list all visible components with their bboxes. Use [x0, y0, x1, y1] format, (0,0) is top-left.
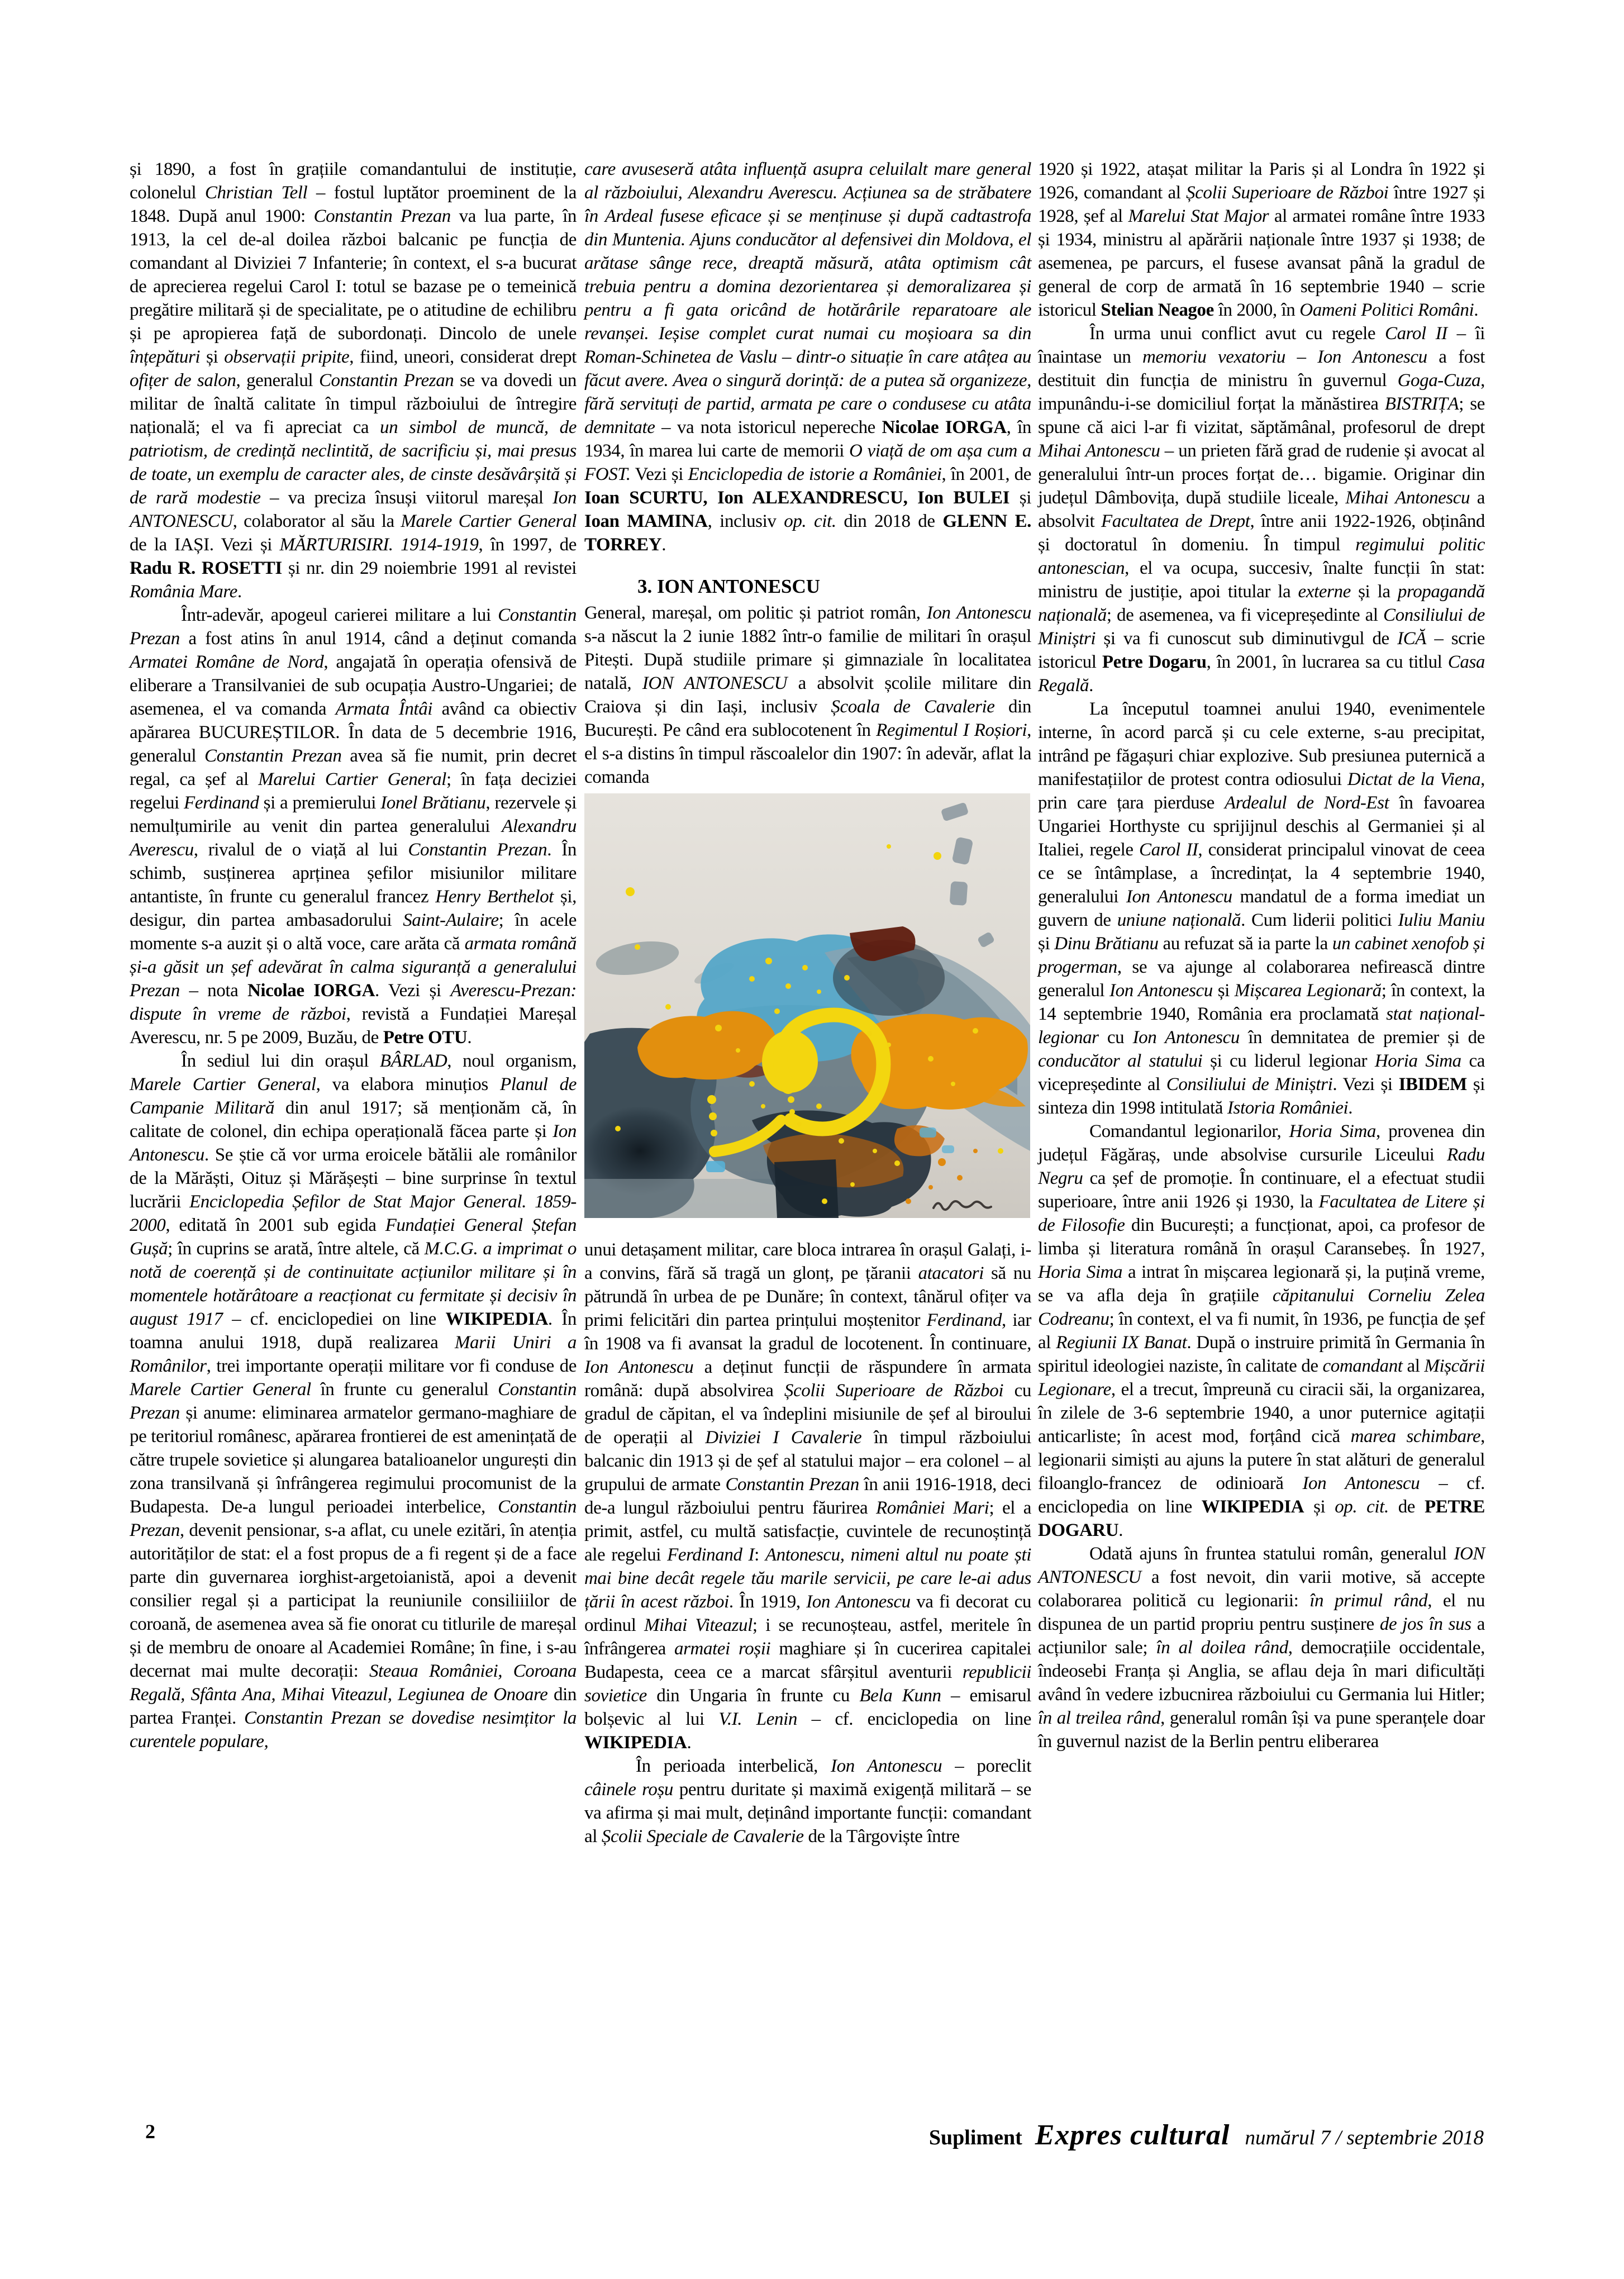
paragraph: La începutul toamnei anului 1940, evenimentele interne, în acord parcă și cu cele externe, s-au precipitat, intrând pe făgașuri chiar explozive. Sub presiunea puternică a manifestațiilor de protest contra odiosului Dictat de la Viena, prin care țara pierduse Ardealul de Nord-Est în favoarea Ungariei Horthyste cu sprijijnul deschis al Germaniei și al Italiei, regele Carol II, considerat principalul vinovat de ceea ce se întâmplase, a încredințat, la 4 septembrie 1940, generalului Ion Antonescu mandatul de a forma imediat un guvern de uniune națională. Cum liderii politici Iuliu Maniu și Dinu Brătianu au refuzat să ia parte la un cabinet xenofob și progerman, se va ajunge al colaborarea nefirească dintre generalul Ion Antonescu și Mișcarea Legionară; în context, la 14 septembrie 1940, România era proclamată stat național-legionar cu Ion Antonescu în demnitatea de premier și de conducător al statului și cu liderul legionar Horia Sima ca vicepreședinte al Consiliului de Miniștri. Vezi și IBIDEM și sinteza din 1998 intitulată Istoria României. [1038, 699, 1485, 1118]
paragraph: și 1890, a fost în grațiile comandantului de instituție, colonelul Christian Tell – fostul luptător proeminent de la 1848. După anul 1900: Constantin Prezan va lua parte, în 1913, la cel de-al doilea război balcanic pe funcția de comandant al Diviziei 7 Infanterie; în context, el s-a bucurat de aprecierea regelui Carol I: totul se bazase pe o temeinică pregătire militară și de specialitate, pe o atitudine de echilibru și pe apropierea față de subordonați. Dincolo de unele înțepături și observații pripite, fiind, uneori, considerat drept ofițer de salon, generalul Constantin Prezan se va dovedi un militar de înaltă calitate în timpul războiului de întregire națională; el va fi apreciat ca un simbol de muncă, de patriotism, de credință neclintită, de sacrificiu și, mai presus de toate, un exemplu de caracter ales, de cinste desăvârșită și de rară modestie – va preciza însuși viitorul mareșal Ion ANTONESCU, colaborator al său la Marele Cartier General de la IAȘI. Vezi și MĂRTURISIRI. 1914-1919, în 1997, de Radu R. ROSETTI și nr. din 29 noiembrie 1991 al revistei România Mare. [130, 159, 577, 602]
paragraph: 1920 și 1922, atașat militar la Paris și al Londra în 1922 și 1926, comandant al Școlii Superioare de Război între 1927 și 1928, șef al Marelui Stat Major al armatei române între 1933 și 1934, ministru al apărării naționale între 1937 și 1938; de asemenea, pe parcurs, el fusese avansat până la gradul de general de corp de armată în 16 septembrie 1940 – scrie istoricul Stelian Neagoe în 2000, în Oameni Politici Români. [1038, 159, 1485, 320]
paragraph: Odată ajuns în fruntea statului român, generalul ION ANTONESCU a fost nevoit, din varii motive, să accepte colaborarea politică cu legionarii: în primul rând, el nu dispunea de un partid propriu pentru susținere de jos în sus a acțiunilor sale; în al doilea rând, democrațiile occidentale, îndeosebi Franța și Anglia, se aflau deja în mari dificultăți având în vedere izbucnirea războiului cu Germania lui Hitler; în al treilea rând, generalul român își va pune speranțele doar în guvernul nazist de la Berlin pentru eliberarea [1038, 1544, 1485, 1752]
paragraph: În perioada interbelică, Ion Antonescu – poreclit câinele roșu pentru duritate și maximă exigență militară – se va afirma și mai mult, deținând importante funcții: comandant al Școlii Speciale de Cavalerie de la Târgoviște între [584, 1756, 1032, 1847]
footer-supliment-label: Supliment [928, 2126, 1022, 2149]
footer-imprint [929, 2119, 1484, 2152]
text-column-1 [130, 158, 577, 1753]
paragraph: General, mareșal, om politic și patriot român, Ion Antonescu s-a născut la 2 iunie 1882 într-o familie de militari în orașul Pitești. După studiile primare și gimnaziale în localitatea natală, ION ANTONESCU a absolvit școlile militare din Craiova și din Iași, inclusiv Școala de Cavalerie din București. Pe când era sublocotenent în Regimentul I Roșiori, el s-a distins în timpul răscoalelor din 1907: în adevăr, aflat la comanda [584, 603, 1032, 787]
text-column-2 [584, 158, 1031, 1848]
paragraph: În urma unui conflict avut cu regele Carol II – îi înaintase un memoriu vexatoriu – Ion Antonescu a fost destituit din funcția de ministru în guvernul Goga-Cuza, impunându-i-se domiciliul forțat la mănăstirea BISTRIȚA; se spune că aici l-ar fi vizitat, săptămânal, profesorul de drept Mihai Antonescu – un prieten fără grad de rudenie și avocat al generalului într-un proces forțat de… bigamie. Originar din județul Dâmbovița, după studiile liceale, Mihai Antonescu a absolvit Facultatea de Drept, între anii 1922-1926, obținând și doctoratul în domeniu. În timpul regimului politic antonescian, el va ocupa, succesiv, înalte funcții în stat: ministru de justiție, apoi titular la externe și la propagandă națională; de asemenea, va fi vicepreședinte al Consiliului de Miniștri și va fi cunoscut sub diminutivgul de ICĂ – scrie istoricul Petre Dogaru, în 2001, în lucrarea sa cu titlul Casa Regală. [1038, 323, 1485, 696]
paragraph: unui detașament militar, care bloca intrarea în orașul Galați, i-a convins, fără să tragă un glonț, pe țăranii atacatori să nu pătrundă în urbea de pe Dunăre; în context, tânărul ofițer va primi felicitări din partea prințului moștenitor Ferdinand, iar în 1908 va fi avansat la gradul de locotenent. În continuare, Ion Antonescu a deținut funcții de răspundere în armata română: după absolvirea Școlii Superioare de Război cu gradul de căpitan, el va îndeplini misiunile de șef al biroului de operații al Diviziei I Cavalerie în timpul războiului balcanic din 1913 și de șef al statului major – era colonel – al grupului de armate Constantin Prezan în anii 1916-1918, deci de-a lungul războiului pentru făurirea României Mari; el a primit, astfel, cu multă satisfacție, cuvintele de recunoștință ale regelui Ferdinand I: Antonescu, nimeni altul nu poate ști mai bine decât regele tău marile servicii, pe care le-ai adus țării în acest război. În 1919, Ion Antonescu va fi decorat cu ordinul Mihai Viteazul; i se recunoșteau, astfel, meritele în înfrângerea armatei roșii maghiare și în cucerirea capitalei Budapesta, ceea ce a marcat sfârșitul aventurii republicii sovietice din Ungaria în frunte cu Bela Kunn – emisarul bolșevic al lui V.I. Lenin – cf. enciclopedia on line WIKIPEDIA. [584, 1240, 1032, 1753]
abstract-painting [584, 793, 1030, 1218]
paragraph: care avuseseră atâta influență asupra celuilalt mare general al războiului, Alexandru Averescu. Acțiunea sa de străbatere în Ardeal fusese eficace și se menținuse și după cadtastrofa din Muntenia. Ajuns conducător al defensivei din Moldova, el arătase sânge rece, dreaptă măsură, atâta optimism cât trebuia pentru a domina dezorientarea și demoralizarea și pentru a fi gata oricând de hotărârile reparatoare ale revanșei. Ieșise complet curat numai cu moșioara sa din Roman-Schinetea de Vaslu – dintr-o situație în care atâțea au făcut avere. Avea o singură dorință: de a putea să organizeze, fără servituți de partid, armata pe care o condusese cu atâta demnitate – va nota istoricul nepereche Nicolae IORGA, în 1934, în marea lui carte de memorii O viață de om așa cum a FOST. Vezi și Enciclopedia de istorie a României, în 2001, de Ioan SCURTU, Ion ALEXANDRESCU, Ion BULEI și Ioan MAMINA, inclusiv op. cit. din 2018 de GLENN E. TORREY. [584, 159, 1032, 555]
abstract-painting-image [584, 793, 1030, 1218]
text-column-3 [1038, 158, 1485, 1753]
section-heading: 3. ION ANTONESCU [637, 575, 821, 597]
footer-issue-info: numărul 7 / septembrie 2018 [1245, 2126, 1484, 2149]
page-footer [130, 2119, 1486, 2158]
paragraph: Într-adevăr, apogeul carierei militare a lui Constantin Prezan a fost atins în anul 1914, când a deținut comanda Armatei Române de Nord, angajată în operația ofensivă de eliberare a Transilvaniei de sub ocupația Austro-Ungariei; de asemenea, el va comanda Armata Întâi având ca obiectiv apărarea BUCUREȘTILOR. În data de 5 decembrie 1916, generalul Constantin Prezan avea să fie numit, prin decret regal, ca șef al Marelui Cartier General; în fața deciziei regelui Ferdinand și a premierului Ionel Brătianu, rezervele și nemulțumirile au venit din partea generalului Alexandru Averescu, rivalul de o viață al lui Constantin Prezan. În schimb, susținerea aprținea șefilor misiunilor militare antantiste, în frunte cu generalul francez Henry Berthelot și, desigur, din partea ambasadorului Saint-Aulaire; în acele momente s-a auzit și o altă voce, care arăta că armata română și-a găsit un șef adevărat în calma siguranță a generalului Prezan – nota Nicolae IORGA. Vezi și Averescu-Prezan: dispute în vreme de război, revistă a Fundației Mareșal Averescu, nr. 5 pe 2009, Buzău, de Petre OTU. [130, 605, 577, 1048]
paragraph: Comandantul legionarilor, Horia Sima, provenea din județul Făgăraș, unde absolvise cursurile Liceului Radu Negru ca șef de promoție. În continuare, el a efectuat studii superioare, între anii 1926 și 1930, la Facultatea de Litere și de Filosofie din București; a funcționat, apoi, ca profesor de limba și literatura română în orașul Caransebeș. În 1927, Horia Sima a intrat în mișcarea legionară și, la puțină vreme, se va afla deja în grațiile căpitanului Corneliu Zelea Codreanu; în context, el va fi numit, în 1936, pe funcția de șef al Regiunii IX Banat. După o instruire primită în Germania în spiritul ideologiei naziste, în calitate de comandant al Mișcării Legionare, el a trecut, împreună cu ciracii săi, la organizarea, în zilele de 3-6 septembrie 1940, a unor puternice agitații anticarliste; în acest mod, forțând cică marea schimbare, legionarii simiști au ajuns la putere în stat alături de generalul filoanglo-francez de odinioară Ion Antonescu – cf. enciclopedia on line WIKIPEDIA și op. cit. de PETRE DOGARU. [1038, 1121, 1485, 1540]
footer-magazine-title: Expres cultural [1035, 2119, 1230, 2151]
page-number: 2 [145, 2120, 155, 2143]
paragraph: În sediul lui din orașul BÂRLAD, noul organism, Marele Cartier General, va elabora minuțios Planul de Campanie Militară din anul 1917; să menționăm că, în calitate de colonel, din echipa operațională făcea parte și Ion Antonescu. Se știe că vor urma eroicele bătălii ale românilor de la Mărăști, Oituz și Mărășești – bine surprinse în textul lucrării Enciclopedia Șefilor de Stat Major General. 1859-2000, editată în 2001 sub egida Fundației General Ștefan Gușă; în cuprins se arată, între altele, că M.C.G. a imprimat o notă de coerență și de continuitate acțiunilor militare și în momentele hotărâtoare a reacționat cu fermitate și decisiv în august 1917 – cf. enciclopediei on line WIKIPEDIA. În toamna anului 1918, după realizarea Marii Uniri a Românilor, trei importante operații militare vor fi conduse de Marele Cartier General în frunte cu generalul Constantin Prezan și anume: eliminarea armatelor germano-maghiare de pe teritoriul românesc, apărarea frontierei de est amenințată de către trupele sovietice și alungarea batalioanelor ungurești din zona transilvană și înfrângerea regimului procomunist de la Budapesta. De-a lungul perioadei interbelice, Constantin Prezan, devenit pensionar, s-a aflat, cu unele ezitări, în atenția autorităților de stat: el a fost propus de a fi regent și de a face parte din guvernarea iorghist-argetoianistă, apoi a devenit consilier regal și a participat la reuniunile consiliiilor de coroană, de asemenea avea să fie onorat cu titlurile de mareșal și de membru de onoare al Academiei Române; în fine, i s-au decernat mai multe decorații: Steaua României, Coroana Regală, Sfânta Ana, Mihai Viteazul, Legiunea de Onoare din partea Franței. Constantin Prezan se dovedise nesimțitor la curentele populare, [130, 1051, 577, 1752]
